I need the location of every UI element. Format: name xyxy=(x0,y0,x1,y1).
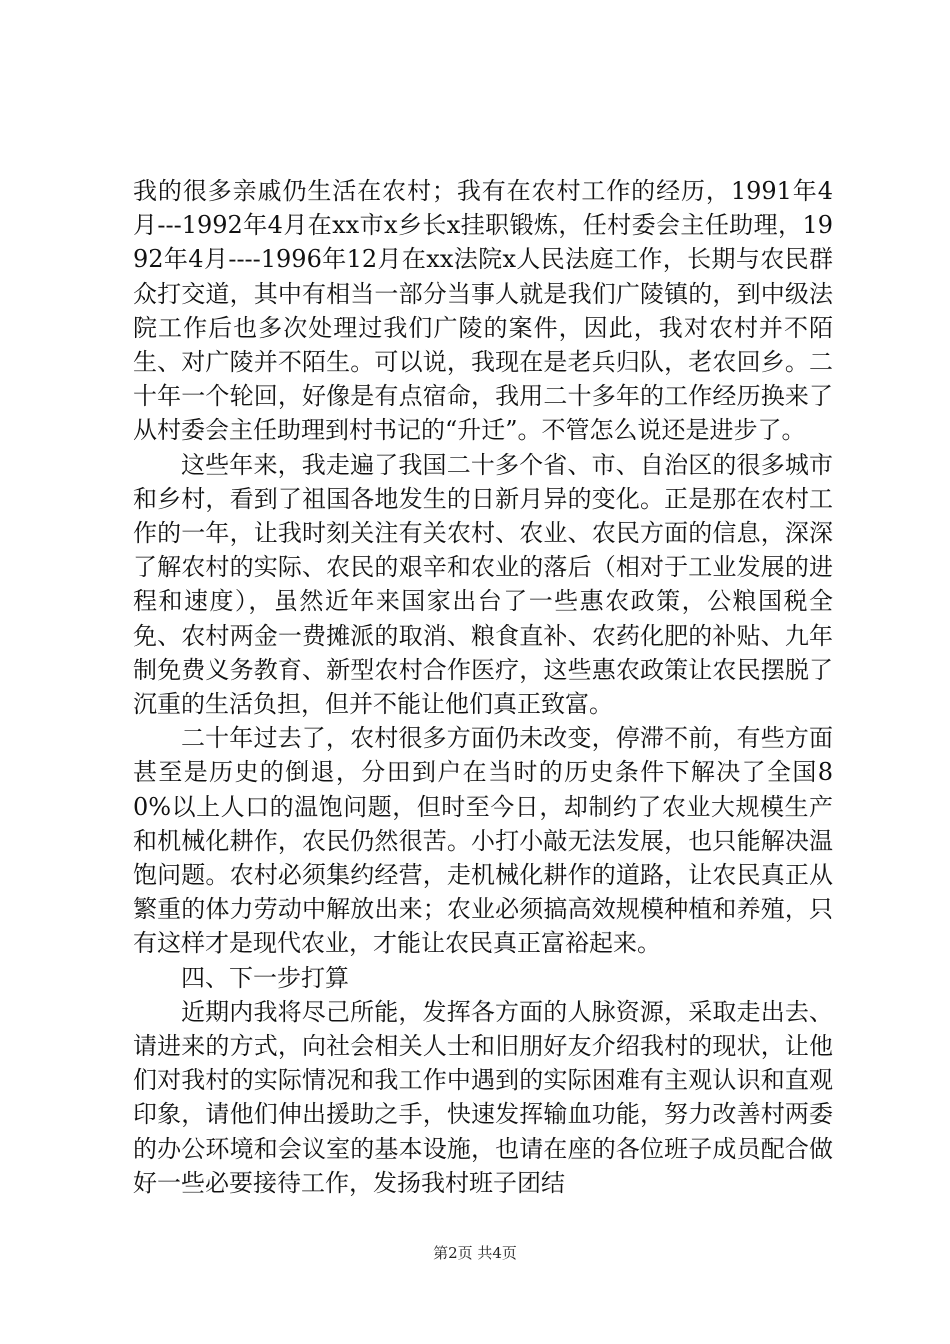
paragraph-2: 这些年来，我走遍了我国二十多个省、市、自治区的很多城市和乡村，看到了祖国各地发生的日新月异的变化。正是那在农村工作的一年，让我时刻关注有关农村、农业、农民方面的信息，深深了解农村的实际、农民的艰辛和农业的落后（相对于工业发展的进程和速度），虽然近年来国家出台了一些惠农政策，公粮国税全免、农村两金一费摊派的取消、粮食直补、农药化肥的补贴、九年制免费义务教育、新型农村合作医疗，这些惠农政策让农民摆脱了沉重的生活负担，但并不能让他们真正致富。 xyxy=(133,450,833,719)
paragraph-1: 我的很多亲戚仍生活在农村；我有在农村工作的经历，1991年4月---1992年4月在xx市x乡长x挂职锻炼，任村委会主任助理，1992年4月----1996年12月在xx法院x人民法庭工作，长期与农民群众打交道，其中有相当一部分当事人就是我们广陵镇的，到中级法院工作后也多次处理过我们广陵的案件，因此，我对农村并不陌生、对广陵并不陌生。可以说，我现在是老兵归队，老农回乡。二十年一个轮回，好像是有点宿命，我用二十多年的工作经历换来了从村委会主任助理到村书记的“升迁”。不管怎么说还是进步了。 xyxy=(133,177,833,445)
page-footer: 第2页 共4页 xyxy=(433,1244,517,1262)
section-heading: 四、下一步打算 xyxy=(181,963,349,992)
paragraph-3: 二十年过去了，农村很多方面仍未改变，停滞不前，有些方面甚至是历史的倒退，分田到户在当时的历史条件下解决了全国80%以上人口的温饱问题，但时至今日，却制约了农业大规模生产和机械化耕作，农民仍然很苦。小打小敲无法发展，也只能解决温饱问题。农村必须集约经营，走机械化耕作的道路，让农民真正从繁重的体力劳动中解放出来；农业必须搞高效规模种植和养殖，只有这样才是现代农业，才能让农民真正富裕起来。 xyxy=(133,724,833,958)
document-body xyxy=(133,174,833,1200)
paragraph-4: 近期内我将尽己所能，发挥各方面的人脉资源，采取走出去、请进来的方式，向社会相关人士和旧朋好友介绍我村的现状，让他们对我村的实际情况和我工作中遇到的实际困难有主观认识和直观印象，请他们伸出援助之手，快速发挥输血功能，努力改善村两委的办公环境和会议室的基本设施，也请在座的各位班子成员配合做好一些必要接待工作，发扬我村班子团结 xyxy=(133,997,833,1197)
